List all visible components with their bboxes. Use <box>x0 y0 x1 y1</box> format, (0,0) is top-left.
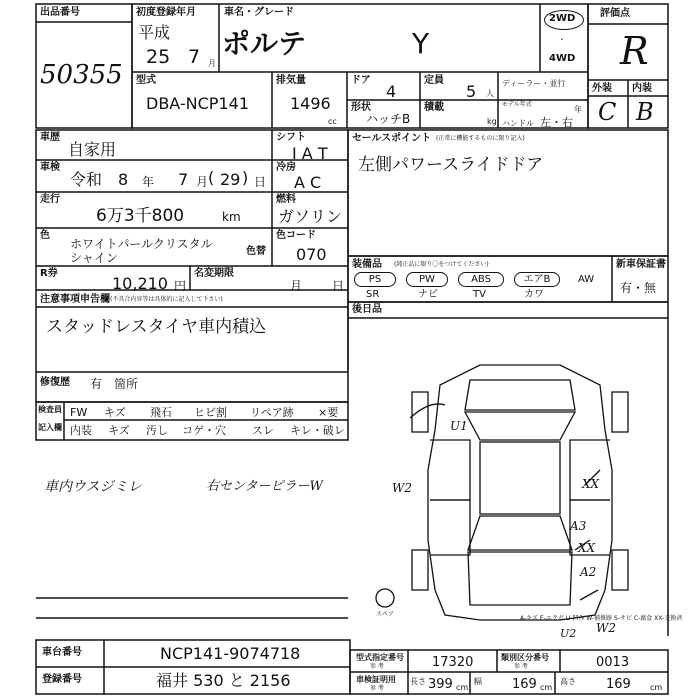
exterior-grade: C <box>598 98 617 126</box>
handle-label: ハンドル <box>502 119 534 128</box>
score-label: 評価点 <box>600 8 630 19</box>
equip-tv: TV <box>473 289 486 300</box>
dimensions-label: 車検証明用 <box>356 675 396 684</box>
capacity-value: 5 <box>466 82 477 101</box>
sales-point-label: セールスポイント <box>352 133 432 144</box>
color-label: 色 <box>40 230 50 241</box>
warranty-label: 新車保証書 <box>616 259 666 270</box>
lot-number-label: 出品番号 <box>40 7 80 18</box>
mileage-label: 走行 <box>40 194 60 205</box>
mark-a3: A3 <box>570 519 587 533</box>
inspection-era: 令和 <box>70 170 103 189</box>
fuel-label: 燃料 <box>276 194 296 205</box>
history-label: 車歴 <box>40 132 60 143</box>
car-grade: Y <box>412 27 430 60</box>
equip-leather: カワ <box>524 289 544 300</box>
category-label: 類別区分番号 <box>501 653 549 662</box>
notes-value: スタッドレスタイヤ車内積込 <box>46 317 267 337</box>
inspector-row1-4: ×要 <box>318 406 339 419</box>
mark-a2: A2 <box>580 565 597 579</box>
lot-number: 50355 <box>40 60 123 90</box>
spare-label: スペア <box>376 611 395 618</box>
aircon-value: A C <box>294 173 322 192</box>
category-sub: 参 考 <box>514 663 528 670</box>
recycle-label: R券 <box>40 268 58 279</box>
interior-grade: B <box>636 98 654 126</box>
notes-note: (不具合内容等は具体的に記入して下さい) <box>110 296 223 303</box>
displacement-unit: cc <box>328 117 337 126</box>
recycle-value: 10,210 <box>112 274 168 293</box>
registration-era: 平成 <box>138 23 171 42</box>
chassis-label: 車台番号 <box>42 647 82 658</box>
name-change-label: 名変期限 <box>194 268 234 279</box>
mark-xx-2: XX <box>578 541 596 555</box>
inspection-day-paren: ( <box>208 168 215 187</box>
inspector-row2-3: スレ <box>252 424 274 437</box>
warranty-value: 有・無 <box>620 281 657 295</box>
model-label: 型式 <box>136 75 156 86</box>
equip-navi: ナビ <box>418 289 438 300</box>
inspector-label2: 記入欄 <box>38 423 62 432</box>
aftermarket-label: 後日品 <box>352 304 382 315</box>
registration-year: 25 <box>146 46 171 68</box>
inspector-row2-label: 内装 <box>70 424 92 437</box>
type-designation-sub: 参 考 <box>370 663 384 670</box>
doors-value: 4 <box>386 82 397 101</box>
color-line2: シャイン <box>70 251 118 265</box>
name-change-day: 日 <box>332 279 345 293</box>
dimensions-sub: 参 考 <box>370 685 384 692</box>
chassis-number: NCP141-9074718 <box>160 644 301 663</box>
sales-point-value: 左側パワースライドドア <box>358 155 544 175</box>
handwritten-right: 右センターピラーW <box>206 479 323 494</box>
inspection-year-unit: 年 <box>142 175 155 189</box>
drive-4wd: 4WD <box>549 53 576 64</box>
capacity-label: 定員 <box>424 75 444 86</box>
inspection-year: 8 <box>118 170 129 189</box>
inspector-label1: 検査員 <box>38 405 62 414</box>
height-label: 高さ <box>560 677 576 686</box>
model-year-label: モデル年式 <box>502 101 532 108</box>
repair-label: 修復歴 <box>40 377 70 388</box>
length-label: 長さ <box>410 677 426 686</box>
color-code: 070 <box>296 245 327 264</box>
fuel-value: ガソリン <box>278 207 343 226</box>
inspector-row1-1: 飛石 <box>150 406 172 419</box>
length-unit: cm <box>456 683 469 692</box>
mark-u2: U2 <box>560 627 577 640</box>
equip-sr: SR <box>366 289 380 300</box>
inspection-month-unit: 月 <box>196 175 209 189</box>
registration-month-unit: 月 <box>208 59 216 68</box>
inspection-month: 7 <box>178 170 189 189</box>
inspector-row1-3: リペア跡 <box>250 406 294 419</box>
color-code-label: 色コード <box>276 230 316 241</box>
dealer-label: ディーラー・並行 <box>502 79 566 88</box>
model-year-unit: 年 <box>574 105 582 114</box>
width-label: 幅 <box>474 677 482 686</box>
mark-u1: U1 <box>450 419 468 433</box>
drive-separator: ・ <box>558 35 566 44</box>
inspection-day: 29 <box>220 170 241 189</box>
capacity-unit: 人 <box>486 89 494 98</box>
sales-point-note: (正常に機能するものに限り記入) <box>436 135 525 142</box>
mileage-unit: km <box>222 210 241 224</box>
mark-w2-rear: W2 <box>596 621 616 635</box>
registration-month: 7 <box>188 46 201 68</box>
shift-label: シフト <box>276 132 306 143</box>
exterior-label: 外装 <box>592 83 612 94</box>
type-designation-label: 型式指定番号 <box>356 653 404 662</box>
mileage-value: 6万3千800 <box>96 206 185 226</box>
load-label: 積載 <box>424 102 444 113</box>
width-unit: cm <box>540 683 553 692</box>
mark-w2: W2 <box>392 481 412 495</box>
interior-label: 内装 <box>632 83 652 94</box>
shape-label: 形状 <box>351 102 371 113</box>
equip-aw: AW <box>578 274 595 285</box>
inspector-row1-label: FW <box>70 406 88 419</box>
equip-pw: PW <box>406 272 448 287</box>
plate-number: 福井 530 と 2156 <box>156 671 291 690</box>
height-value: 169 <box>606 677 631 692</box>
notes-label: 注意事項申告欄 <box>40 294 110 305</box>
shape-value: ハッチB <box>366 112 411 126</box>
equip-abs: ABS <box>458 272 504 287</box>
load-unit: kg <box>487 117 497 126</box>
drive-2wd: 2WD <box>549 13 576 24</box>
inspector-row1-0: キズ <box>104 406 126 419</box>
registration-label: 初度登録年月 <box>136 7 196 18</box>
name-change-month: 月 <box>290 279 303 293</box>
inspector-row2-1: 汚し <box>146 424 168 437</box>
equip-ps: PS <box>354 272 396 287</box>
diagram-legend: A-キズ E-エクボ U-凹み W-補修跡 S-サビ C-腐食 XX-交換済 <box>520 615 683 622</box>
shift-value: I A T <box>292 144 328 163</box>
mark-xx-1: XX <box>582 477 600 491</box>
equipment-label: 装備品 <box>352 259 382 270</box>
aircon-label: 冷房 <box>276 162 296 173</box>
category-value: 0013 <box>596 655 630 670</box>
inspection-label: 車検 <box>40 162 60 173</box>
history-value: 自家用 <box>68 140 117 159</box>
recycle-unit: 円 <box>174 279 187 293</box>
inspector-row1-2: ヒビ割 <box>194 406 227 419</box>
score-value: R <box>620 29 649 73</box>
inspection-day-paren-close: ) <box>242 168 249 187</box>
plate-label: 登録番号 <box>42 674 82 685</box>
width-value: 169 <box>512 677 537 692</box>
color-line1: ホワイトパールクリスタル <box>70 237 213 251</box>
handwritten-left: 車内ウスジミレ <box>44 479 142 495</box>
height-unit: cm <box>650 683 663 692</box>
repair-location: 箇所 <box>114 377 139 391</box>
repair-value: 有 <box>90 377 103 391</box>
color-change-label: 色替 <box>246 246 266 257</box>
inspection-day-unit: 日 <box>254 175 267 189</box>
equipment-note: (純正品に限り〇をつけてください) <box>394 261 489 268</box>
displacement-label: 排気量 <box>276 75 306 86</box>
car-name: ポルテ <box>222 27 307 60</box>
displacement-value: 1496 <box>290 94 331 113</box>
inspector-row2-0: キズ <box>108 424 130 437</box>
model-value: DBA-NCP141 <box>146 94 249 113</box>
inspector-row2-2: コゲ・穴 <box>182 424 226 437</box>
car-name-label: 車名・グレード <box>224 7 294 18</box>
length-value: 399 <box>428 677 453 692</box>
doors-label: ドア <box>351 75 371 86</box>
type-designation-value: 17320 <box>432 655 474 670</box>
equip-airbag: エアB <box>514 272 560 287</box>
handle-value: 左・右 <box>540 116 573 129</box>
inspector-row2-4: キレ・破レ <box>290 424 345 437</box>
